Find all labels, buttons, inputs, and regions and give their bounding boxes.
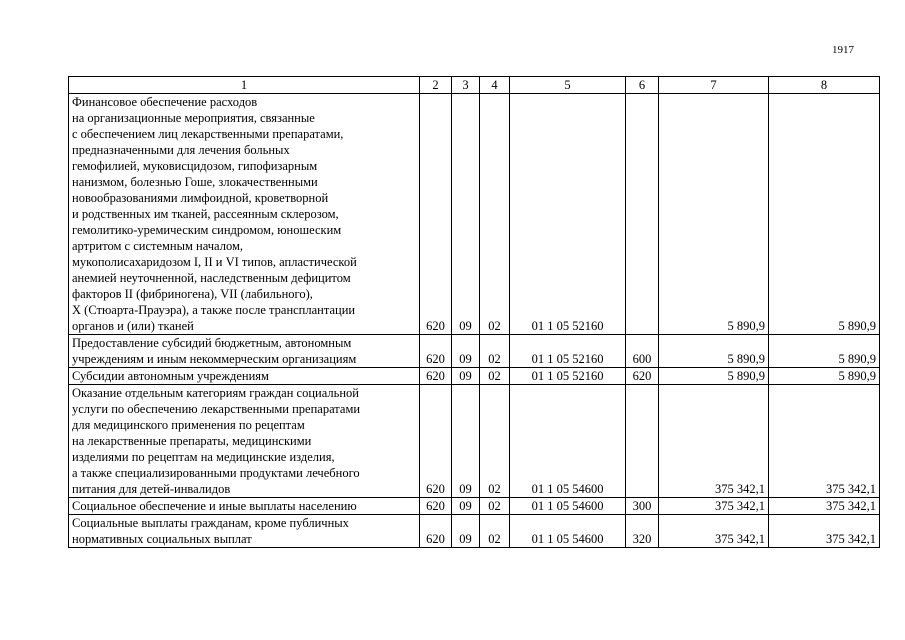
row-code-cell: 02 bbox=[480, 515, 510, 548]
header-cell: 6 bbox=[626, 77, 659, 94]
row-name-cell bbox=[69, 515, 420, 548]
row-name-text: Предоставление субсидий бюджетным, автономным учреждениям и иным некоммерческим организациям bbox=[72, 336, 357, 366]
row-code-cell: 620 bbox=[420, 94, 452, 335]
row-code-cell bbox=[626, 94, 659, 335]
row-code-cell: 320 bbox=[626, 515, 659, 548]
header-cell: 3 bbox=[452, 77, 480, 94]
row-code-cell: 01 1 05 52160 bbox=[510, 335, 626, 368]
page-number: 1917 bbox=[832, 44, 854, 56]
header-cell: 4 bbox=[480, 77, 510, 94]
row-code-cell: 01 1 05 54600 bbox=[510, 498, 626, 515]
row-amount-cell: 375 342,1 bbox=[769, 498, 880, 515]
row-code-cell: 02 bbox=[480, 385, 510, 498]
row-code-cell: 620 bbox=[420, 385, 452, 498]
row-amount-cell: 5 890,9 bbox=[769, 335, 880, 368]
row-code-cell: 09 bbox=[452, 515, 480, 548]
row-amount-cell: 5 890,9 bbox=[659, 94, 769, 335]
row-amount-cell: 375 342,1 bbox=[659, 515, 769, 548]
table-row bbox=[69, 385, 880, 498]
row-code-cell: 02 bbox=[480, 368, 510, 385]
row-code-cell: 09 bbox=[452, 498, 480, 515]
table-row bbox=[69, 335, 880, 368]
row-amount-cell: 375 342,1 bbox=[659, 498, 769, 515]
row-code-cell: 09 bbox=[452, 94, 480, 335]
row-code-cell: 01 1 05 54600 bbox=[510, 515, 626, 548]
row-name-text: Финансовое обеспечение расходов на организационные мероприятия, связанные с обеспечением лиц лекарственными препаратами, предназначенными для лечения больных гемофилией, муковисцидозом, гипофизарным нанизмом, болезнью Гоше, злокачественными новообразованиями лимфоидной, кроветворной и родственных им тканей, рассеянным склерозом, гемолитико-уремическим синдромом, юношеским артритом с системным началом, мукополисахаридозом I, II и VI типов, апластической анемией неуточненной, наследственным дефицитом факторов II (фибриногена), VII (лабильного), X (Стюарта-Прауэра), а также после трансплантации органов и (или) тканей bbox=[72, 95, 357, 333]
row-code-cell: 01 1 05 52160 bbox=[510, 94, 626, 335]
row-amount-cell: 5 890,9 bbox=[659, 335, 769, 368]
row-code-cell: 01 1 05 52160 bbox=[510, 368, 626, 385]
row-code-cell: 620 bbox=[420, 368, 452, 385]
row-code-cell: 620 bbox=[420, 515, 452, 548]
budget-table bbox=[68, 76, 880, 548]
header-cell: 8 bbox=[769, 77, 880, 94]
row-name-cell bbox=[69, 498, 420, 515]
row-code-cell: 02 bbox=[480, 498, 510, 515]
table-row bbox=[69, 498, 880, 515]
row-amount-cell: 375 342,1 bbox=[769, 515, 880, 548]
row-code-cell: 620 bbox=[420, 335, 452, 368]
row-code-cell: 09 bbox=[452, 368, 480, 385]
header-row bbox=[69, 77, 880, 94]
table-row bbox=[69, 94, 880, 335]
row-name-text: Социальное обеспечение и иные выплаты населению bbox=[72, 499, 357, 513]
row-name-cell bbox=[69, 368, 420, 385]
header-cell: 1 bbox=[69, 77, 420, 94]
row-name-text: Оказание отдельным категориям граждан социальной услуги по обеспечению лекарственными препаратами для медицинского применения по рецептам на лекарственные препараты, медицинскими изделиями по рецептам на медицинские изделия, а также специализированными продуктами лечебного питания для детей-инвалидов bbox=[72, 386, 361, 496]
row-name-text: Социальные выплаты гражданам, кроме публичных нормативных социальных выплат bbox=[72, 516, 349, 546]
row-name-cell bbox=[69, 335, 420, 368]
row-code-cell: 300 bbox=[626, 498, 659, 515]
row-amount-cell: 5 890,9 bbox=[769, 94, 880, 335]
table-row bbox=[69, 368, 880, 385]
row-code-cell: 02 bbox=[480, 335, 510, 368]
row-code-cell bbox=[626, 385, 659, 498]
row-code-cell: 620 bbox=[420, 498, 452, 515]
row-amount-cell: 375 342,1 bbox=[769, 385, 880, 498]
row-amount-cell: 5 890,9 bbox=[769, 368, 880, 385]
row-code-cell: 09 bbox=[452, 385, 480, 498]
row-name-text: Субсидии автономным учреждениям bbox=[72, 369, 269, 383]
row-name-cell bbox=[69, 94, 420, 335]
row-code-cell: 600 bbox=[626, 335, 659, 368]
row-code-cell: 01 1 05 54600 bbox=[510, 385, 626, 498]
header-cell: 5 bbox=[510, 77, 626, 94]
row-amount-cell: 375 342,1 bbox=[659, 385, 769, 498]
header-cell: 7 bbox=[659, 77, 769, 94]
row-code-cell: 620 bbox=[626, 368, 659, 385]
row-code-cell: 09 bbox=[452, 335, 480, 368]
row-amount-cell: 5 890,9 bbox=[659, 368, 769, 385]
header-cell: 2 bbox=[420, 77, 452, 94]
table-row bbox=[69, 515, 880, 548]
row-name-cell bbox=[69, 385, 420, 498]
row-code-cell: 02 bbox=[480, 94, 510, 335]
